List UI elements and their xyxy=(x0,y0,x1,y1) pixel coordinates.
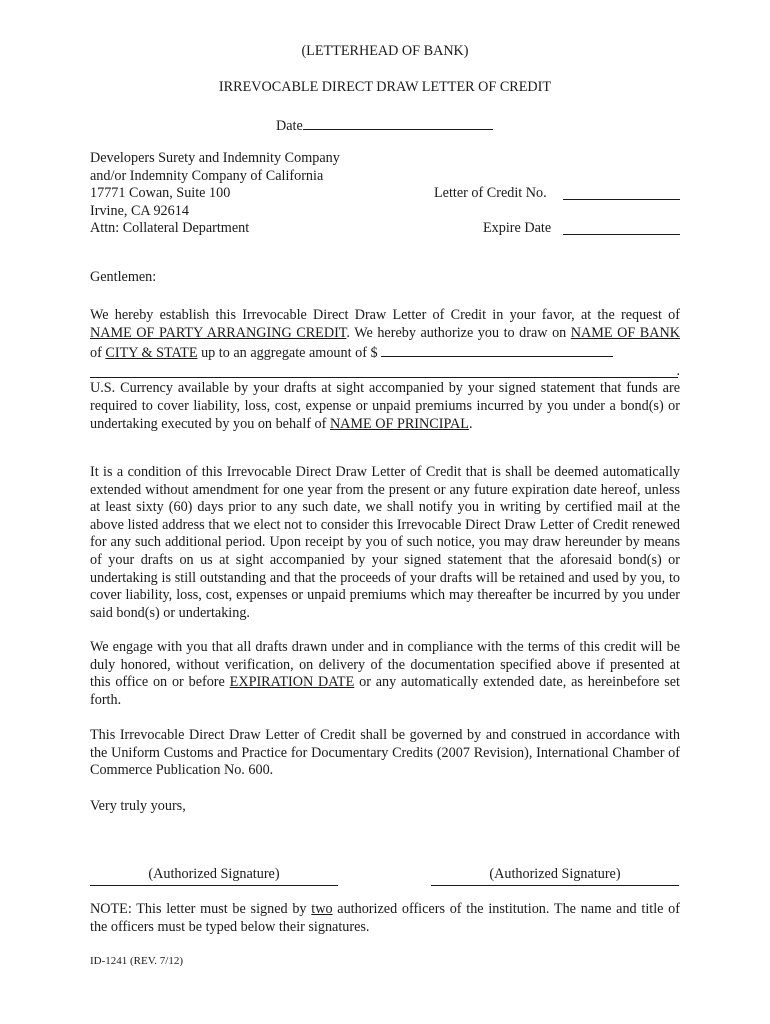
addressee-line: 17771 Cowan, Suite 100 xyxy=(90,185,231,202)
addressee-line: Irvine, CA 92614 xyxy=(90,202,189,219)
paragraph-1 xyxy=(90,307,680,433)
loc-number-row xyxy=(434,185,680,203)
loc-number-label: Letter of Credit No. xyxy=(434,185,547,201)
signature-label-1: (Authorized Signature) xyxy=(90,866,338,886)
closing: Very truly yours, xyxy=(90,798,186,814)
addressee-block xyxy=(90,150,410,238)
addressee-line: Attn: Collateral Department xyxy=(90,220,250,237)
signature-block-1[interactable] xyxy=(90,866,338,886)
paragraph-3 xyxy=(90,639,680,709)
text: up to an aggregate amount of $ xyxy=(197,345,378,362)
city-state-placeholder: CITY & STATE xyxy=(105,345,198,362)
expire-date-row xyxy=(483,220,680,238)
expiration-date-placeholder: EXPIRATION DATE xyxy=(229,674,355,691)
letterhead: (LETTERHEAD OF BANK) xyxy=(301,43,469,59)
amount-field[interactable] xyxy=(381,342,613,357)
text: authorized officers of the institution. The name and title of the officers must be typed below their signatures. xyxy=(90,901,681,935)
text: . We hereby authorize you to draw on xyxy=(346,324,571,341)
date-label: Date xyxy=(276,118,303,134)
note xyxy=(90,901,680,936)
principal-name-placeholder: NAME OF PRINCIPAL xyxy=(329,415,469,432)
text: U.S. Currency available by your drafts at sight accompanied by your signed statement that funds are required to cover liability, loss, cost, expense or unpaid premiums incurred by you under a bond(s) or undertaking executed by you on behalf of xyxy=(90,380,680,432)
amount-words-field[interactable] xyxy=(90,363,678,378)
date-row xyxy=(276,115,493,136)
text: . xyxy=(468,415,473,432)
form-id: ID-1241 (REV. 7/12) xyxy=(90,955,183,967)
text: We engage with you that all drafts drawn under and in compliance with the terms of this credit will be duly honored, without verification, on delivery of the documentation specified above if presented at this office on or before xyxy=(90,639,680,691)
document-title: IRREVOCABLE DIRECT DRAW LETTER OF CREDIT xyxy=(218,79,552,95)
signature-block-2[interactable] xyxy=(431,866,679,886)
paragraph-2 xyxy=(90,464,680,622)
paragraph-4-text: This Irrevocable Direct Draw Letter of Credit shall be governed by and construed in accordance with the Uniform Customs and Practice for Documentary Credits (2007 Revision), International Chamber of Commerce Publication No. 600. xyxy=(90,727,680,779)
paragraph-2-text: It is a condition of this Irrevocable Direct Draw Letter of Credit that is shall be deemed automatically extended without amendment for one year from the present or any future expiration date hereof, unless at least sixty (60) days prior to any such date, we shall notify you in writing by certified mail at the above listed address that we elect not to consider this Irrevocable Direct Draw Letter of Credit renewed for any such additional period. Upon receipt by you of such notice, you may draw hereunder by means of your drafts on us at sight accompanied by your signed statement that the aforesaid bond(s) or undertaking is still outstanding and that the proceeds of your drafts will be retained and used by you, to cover liability, loss, cost, expenses or unpaid premiums which may thereafter be incurred by you under said bond(s) or undertaking. xyxy=(90,464,680,621)
text: NOTE: This letter must be signed by xyxy=(90,901,312,917)
addressee-line: and/or Indemnity Company of California xyxy=(90,167,324,184)
signature-label-2: (Authorized Signature) xyxy=(431,866,679,886)
bank-name-placeholder: NAME OF BANK xyxy=(570,324,680,341)
text: of xyxy=(90,345,106,362)
expire-date-field[interactable] xyxy=(563,220,680,235)
text: We hereby establish this Irrevocable Direct Draw Letter of Credit in your favor, at the request of xyxy=(90,307,680,323)
paragraph-4 xyxy=(90,727,680,780)
party-name-placeholder: NAME OF PARTY ARRANGING CREDIT xyxy=(90,324,347,341)
addressee-line: Developers Surety and Indemnity Company xyxy=(90,150,340,166)
loc-number-field[interactable] xyxy=(563,185,680,200)
note-emphasis: two xyxy=(311,901,333,917)
salutation: Gentlemen: xyxy=(90,269,157,285)
text: or any automatically extended date, as hereinbefore set forth. xyxy=(90,674,680,708)
period: . xyxy=(676,362,680,379)
date-field[interactable] xyxy=(303,115,493,130)
expire-date-label: Expire Date xyxy=(483,220,552,236)
